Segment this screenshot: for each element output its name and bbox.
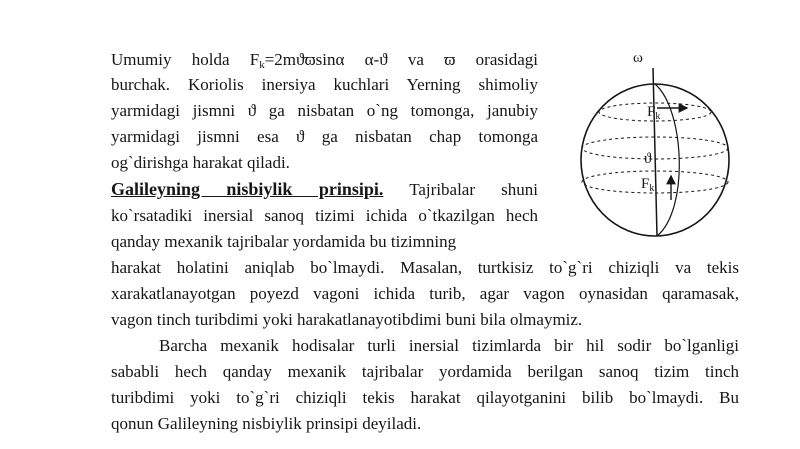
formula-text-end: =2mϑϖsinα α-ϑ va ϖ orasidagi	[264, 50, 538, 69]
formula-text-start: Umumiy holda F	[111, 50, 260, 69]
section-heading: Galileyning nisbiylik prinsipi.	[111, 179, 384, 199]
paragraph1-line5: og`dirishga harakat qiladi.	[111, 153, 290, 172]
paragraph2-line5: xarakatlanayotgan poyezd vagoni ichida turib, agar vagon oynasidan qaramasak,	[111, 284, 739, 303]
paragraph3-line3: turibdimi yoki to`g`ri chiziqli tekis harakat qilayotganini bilib bo`lmaydi. Bu	[111, 388, 739, 407]
paragraph3-line1: Barcha mexanik hodisalar turli inersial tizimlarda bir hil sodir bo`lganligi	[159, 336, 739, 355]
paragraph1-line3: yarmidagi jismni ϑ ga nisbatan o`ng tomonga, janubiy	[111, 101, 538, 120]
paragraph2-line1-text: Tajribalar shuni	[383, 180, 538, 199]
paragraph1-line1	[111, 49, 538, 76]
earth-coriolis-figure	[575, 50, 735, 240]
paragraph2-line3: qanday mexanik tajribalar yordamida bu tizimning	[111, 232, 457, 251]
force-label-north: $F_k$	[647, 104, 661, 122]
paragraph2-line1	[111, 178, 538, 201]
formula-subscript: k	[259, 59, 265, 71]
force-label-south: $F_k$	[641, 176, 655, 194]
omega-label: ω	[633, 50, 643, 66]
theta-label: ϑ	[644, 151, 652, 167]
paragraph2-line2: ko`rsatadiki inersial sanoq tizimi ichida o`tkazilgan hech	[111, 206, 538, 225]
paragraph2-line6: vagon tinch turibdimi yoki harakatlanayotibdimi buni bila olmaymiz.	[111, 310, 583, 329]
paragraph1-line2: burchak. Koriolis inersiya kuchlari Yerning shimoliy	[111, 75, 538, 94]
paragraph2-line4: harakat holatini aniqlab bo`lmaydi. Masalan, turtkisiz to`g`ri chiziqli va tekis	[111, 258, 739, 277]
rotation-axis	[653, 68, 657, 236]
paragraph3-line4: qonun Galileyning nisbiylik prinsipi deyiladi.	[111, 414, 422, 433]
paragraph1-line4: yarmidagi jismni esa ϑ ga nisbatan chap tomonga	[111, 127, 538, 146]
globe-diagram	[575, 50, 735, 240]
paragraph3-line2: sababli hech qanday mexanik tajribalar yordamida berilgan sanoq tizim tinch	[111, 362, 739, 381]
